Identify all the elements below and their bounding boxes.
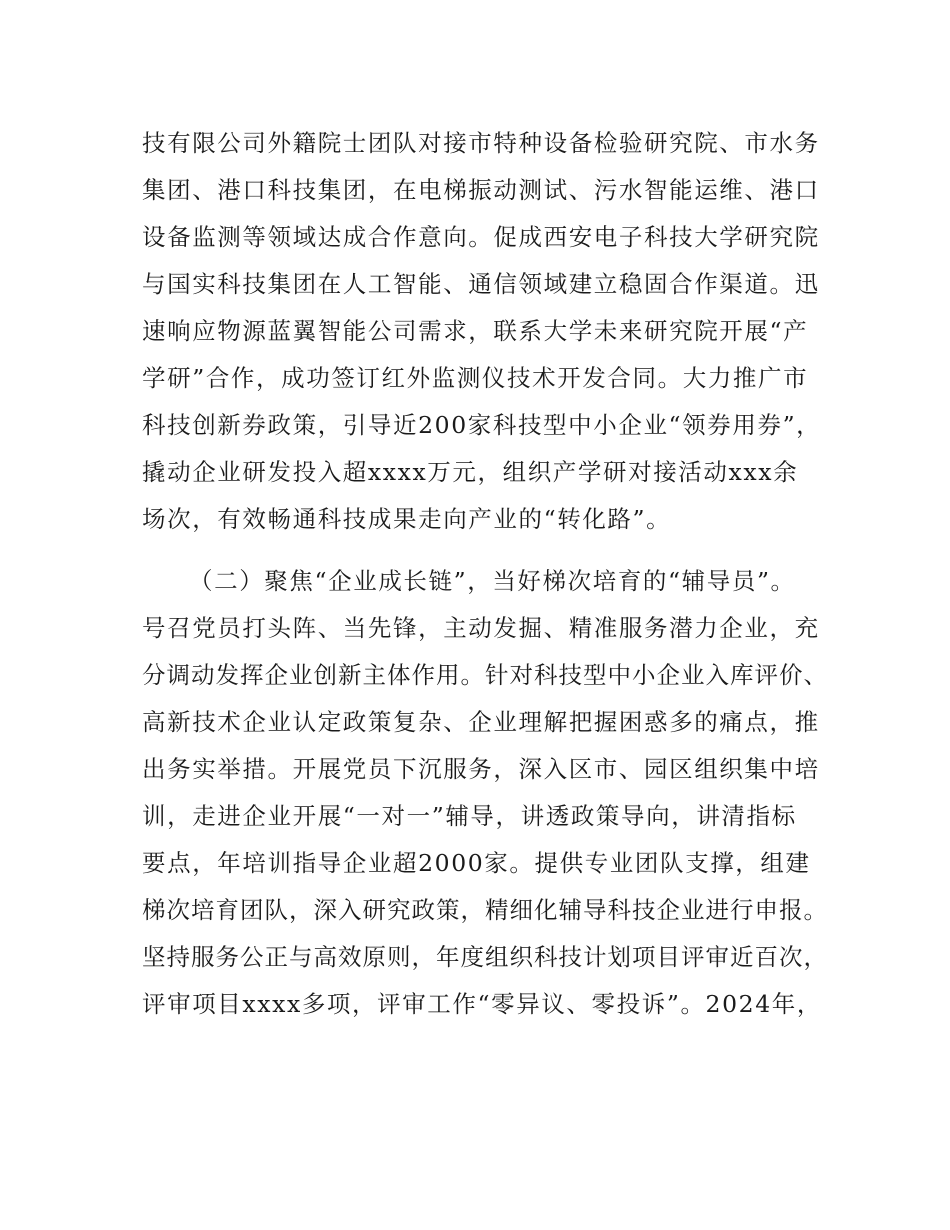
paragraph-1-line-4: 与国实科技集团在人工智能、通信领域建立稳固合作渠道。迅 xyxy=(142,270,820,298)
paragraph-2-line-6: 训，走进企业开展“一对一”辅导，讲透政策导向，讲清指标 xyxy=(142,802,797,830)
paragraph-2-line-9: 坚持服务公正与高效原则，年度组织科技计划项目评审近百次， xyxy=(142,943,828,971)
paragraph-2-line-7: 要点，年培训指导企业超2000家。提供专业团队支撑，组建 xyxy=(142,849,811,877)
paragraph-1-line-6: 学研”合作，成功签订红外监测仪技术开发合同。大力推广市 xyxy=(142,364,809,392)
paragraph-1-line-5: 速响应物源蓝翼智能公司需求，联系大学未来研究院开展“产 xyxy=(142,317,809,345)
paragraph-2-line-10: 评审项目xxxx多项，评审工作“零异议、零投诉”。2024年， xyxy=(142,990,822,1018)
paragraph-1-line-2: 集团、港口科技集团，在电梯振动测试、污水智能运维、港口 xyxy=(142,176,820,204)
paragraph-1-line-9: 场次，有效畅通科技成果走向产业的“转化路”。 xyxy=(142,505,672,533)
paragraph-2-line-5: 出务实举措。开展党员下沉服务，深入区市、园区组织集中培 xyxy=(142,755,820,783)
paragraph-2-line-2: 号召党员打头阵、当先锋，主动发掘、精准服务潜力企业，充 xyxy=(142,614,820,642)
paragraph-2-line-3: 分调动发挥企业创新主体作用。针对科技型中小企业入库评价、 xyxy=(142,661,828,689)
paragraph-1-line-7: 科技创新券政策，引导近200家科技型中小企业“领券用券”， xyxy=(142,411,822,439)
paragraph-2-line-4: 高新技术企业认定政策复杂、企业理解把握困惑多的痛点，推 xyxy=(142,708,820,736)
paragraph-2-line-8: 梯次培育团队，深入研究政策，精细化辅导科技企业进行申报。 xyxy=(142,896,828,924)
paragraph-1-line-1: 技有限公司外籍院士团队对接市特种设备检验研究院、市水务 xyxy=(142,129,820,157)
paragraph-1-line-8: 撬动企业研发投入超xxxx万元，组织产学研对接活动xxx余 xyxy=(142,458,799,486)
paragraph-1-line-3: 设备监测等领域达成合作意向。促成西安电子科技大学研究院 xyxy=(142,223,820,251)
paragraph-2-heading-line: （二）聚焦“企业成长链”，当好梯次培育的“辅导员”。 xyxy=(189,567,796,595)
